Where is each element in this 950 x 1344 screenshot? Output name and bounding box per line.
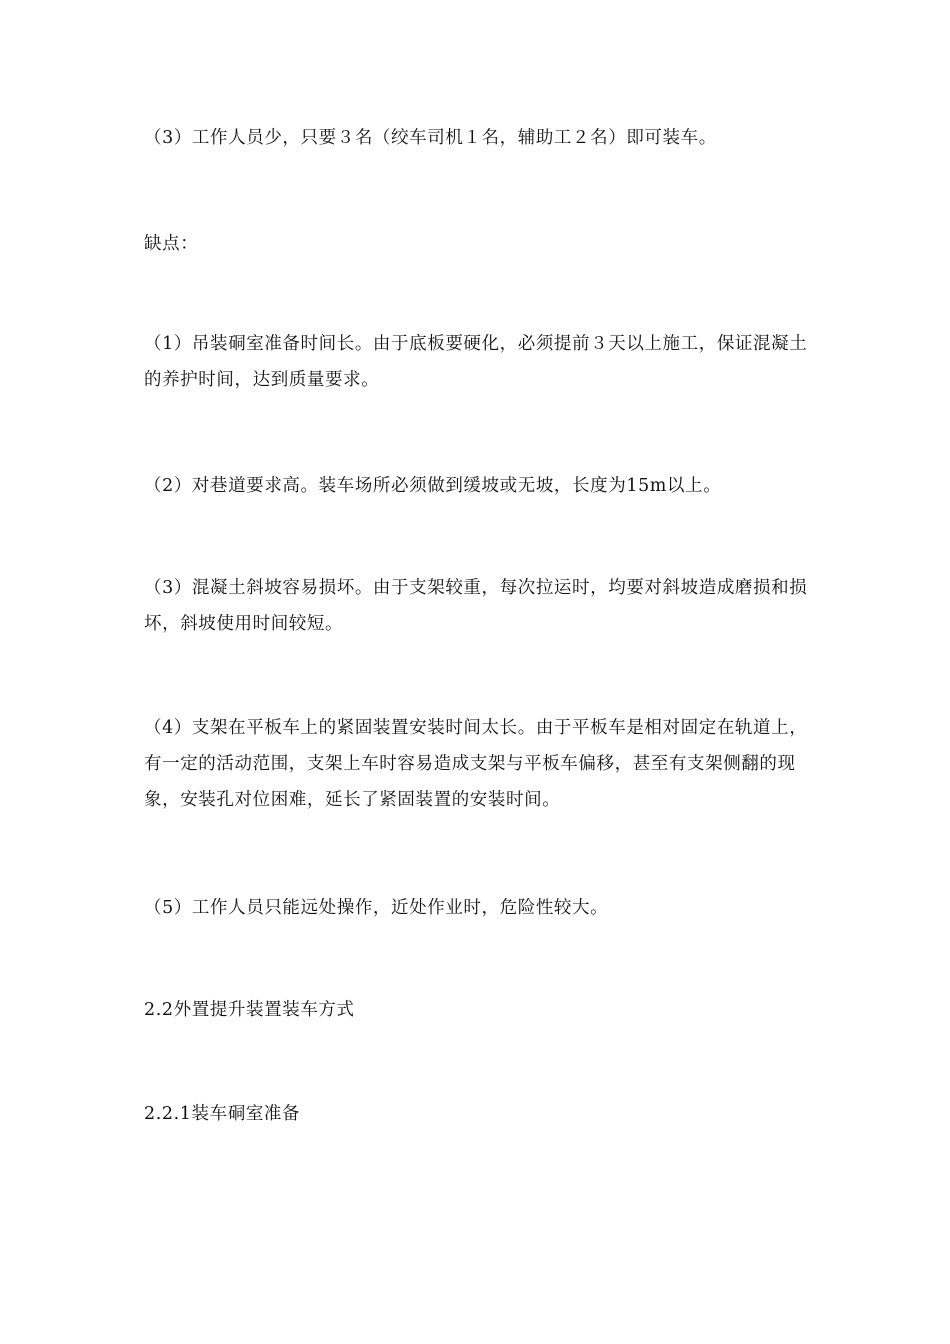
section-heading-2-2-1: 2.2.1装车硐室准备 bbox=[144, 1104, 301, 1124]
section-heading-2-2: 2.2外置提升装置装车方式 bbox=[144, 1000, 355, 1020]
paragraph-disadvantage-1: （1）吊装硐室准备时间长。由于底板要硬化，必须提前３天以上施工，保证混凝土的养护时间，达到质量要求。 bbox=[144, 334, 808, 390]
paragraph-disadvantage-2: （2）对巷道要求高。装车场所必须做到缓坡或无坡，长度为15m以上。 bbox=[144, 476, 722, 496]
paragraph-disadvantage-4: （4）支架在平板车上的紧固装置安装时间太长。由于平板车是相对固定在轨道上，有一定的活动范围，支架上车时容易造成支架与平板车偏移，甚至有支架侧翻的现象，安装孔对位困难，延长了紧固装置的安装时间。 bbox=[144, 718, 808, 810]
paragraph-disadvantages-heading: 缺点： bbox=[144, 234, 199, 254]
paragraph-advantage-3: （3）工作人员少，只要３名（绞车司机１名，辅助工２名）即可装车。 bbox=[144, 128, 717, 148]
paragraph-disadvantage-3: （3）混凝土斜坡容易损坏。由于支架较重，每次拉运时，均要对斜坡造成磨损和损坏，斜坡使用时间较短。 bbox=[144, 578, 808, 634]
paragraph-disadvantage-5: （5）工作人员只能远处操作，近处作业时，危险性较大。 bbox=[144, 898, 609, 918]
